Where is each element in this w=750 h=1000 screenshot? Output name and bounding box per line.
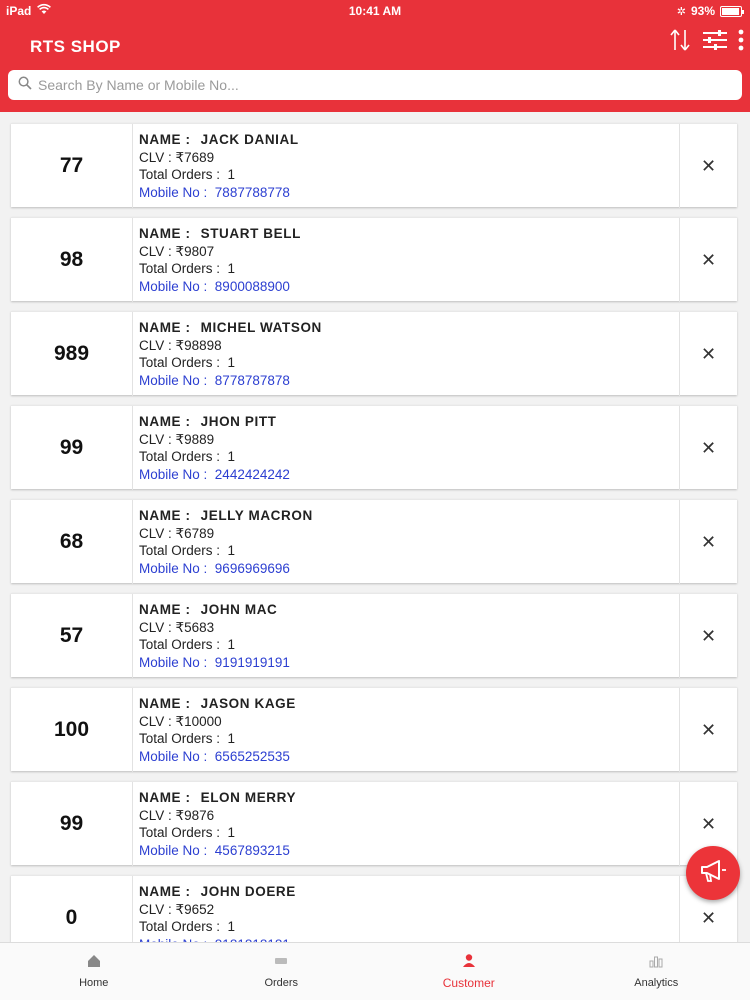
clv-label: CLV : — [139, 337, 172, 353]
mobile-label: Mobile No : — [139, 373, 208, 389]
tab-label: Home — [79, 977, 109, 989]
orders-label: Total Orders : — [139, 919, 221, 935]
close-icon: ✕ — [700, 249, 717, 270]
customer-info — [139, 507, 313, 578]
close-icon: ✕ — [700, 155, 717, 176]
customer-clv: ₹9807 — [175, 243, 215, 259]
customer-clv: ₹9652 — [175, 901, 215, 917]
close-icon: ✕ — [700, 813, 717, 834]
name-label: NAME : — [139, 884, 191, 899]
bluetooth-icon: ✲ — [676, 5, 686, 18]
customer-card[interactable] — [11, 781, 737, 865]
customer-name: JASON KAGE — [200, 696, 296, 711]
remove-customer-button[interactable] — [679, 218, 737, 302]
name-label: NAME : — [139, 508, 191, 523]
name-label: NAME : — [139, 320, 191, 335]
remove-customer-button[interactable] — [679, 312, 737, 396]
customer-mobile[interactable]: 6565252535 — [214, 749, 290, 765]
mobile-label: Mobile No : — [139, 843, 208, 859]
customer-orders: 1 — [227, 261, 236, 277]
customer-score: 100 — [11, 688, 133, 772]
mobile-label: Mobile No : — [139, 561, 208, 577]
customer-clv: ₹10000 — [175, 713, 222, 729]
name-label: NAME : — [139, 132, 191, 147]
orders-icon — [274, 954, 288, 971]
tab-label: Customer — [442, 976, 495, 990]
battery-percent: 93% — [690, 4, 715, 18]
customer-info — [139, 319, 322, 390]
name-label: NAME : — [139, 696, 191, 711]
customer-orders: 1 — [227, 355, 236, 371]
clock: 10:41 AM — [348, 4, 402, 18]
close-icon: ✕ — [700, 907, 717, 928]
customer-card[interactable] — [11, 499, 737, 583]
customer-info — [139, 413, 290, 484]
clv-label: CLV : — [139, 149, 172, 165]
customer-mobile[interactable]: 4567893215 — [214, 843, 290, 859]
customer-score: 77 — [11, 124, 133, 208]
close-icon: ✕ — [700, 719, 717, 740]
mobile-label: Mobile No : — [139, 279, 208, 295]
tab-label: Analytics — [634, 977, 679, 989]
customer-orders: 1 — [227, 449, 236, 465]
customer-info — [139, 131, 299, 202]
name-label: NAME : — [139, 790, 191, 805]
customer-clv: ₹7689 — [175, 149, 215, 165]
customer-clv: ₹9876 — [175, 807, 215, 823]
customer-orders: 1 — [227, 167, 236, 183]
search-icon — [18, 76, 32, 95]
customer-score: 98 — [11, 218, 133, 302]
customer-card[interactable] — [11, 593, 737, 677]
customer-mobile[interactable]: 8900088900 — [214, 279, 290, 295]
close-icon: ✕ — [700, 437, 717, 458]
customer-name: JACK DANIAL — [200, 132, 299, 147]
clv-label: CLV : — [139, 901, 172, 917]
app-header — [0, 0, 750, 112]
name-label: NAME : — [139, 602, 191, 617]
customer-card[interactable] — [11, 123, 737, 207]
clv-label: CLV : — [139, 619, 172, 635]
customer-mobile[interactable]: 7887788778 — [214, 185, 290, 201]
clv-label: CLV : — [139, 807, 172, 823]
close-icon: ✕ — [700, 625, 717, 646]
customer-clv: ₹9889 — [175, 431, 215, 447]
mobile-label: Mobile No : — [139, 749, 208, 765]
orders-label: Total Orders : — [139, 543, 221, 559]
megaphone-icon — [699, 858, 727, 889]
customer-card[interactable] — [11, 311, 737, 395]
clv-label: CLV : — [139, 431, 172, 447]
tab-analytics[interactable] — [563, 943, 750, 1000]
status-bar — [0, 0, 750, 22]
orders-label: Total Orders : — [139, 731, 221, 747]
tab-home[interactable] — [0, 943, 188, 1000]
customer-name: JOHN MAC — [200, 602, 278, 617]
remove-customer-button[interactable] — [679, 124, 737, 208]
announce-button[interactable] — [686, 846, 740, 900]
customer-card[interactable] — [11, 405, 737, 489]
close-icon: ✕ — [700, 343, 717, 364]
battery-level — [722, 8, 739, 15]
customer-icon — [462, 953, 476, 970]
tab-label: Orders — [264, 977, 299, 989]
sort-icon[interactable] — [668, 26, 692, 59]
app-title: RTS SHOP — [30, 37, 121, 56]
customer-name: JELLY MACRON — [200, 508, 313, 523]
search-input[interactable] — [38, 77, 718, 93]
customer-clv: ₹5683 — [175, 619, 215, 635]
customer-mobile[interactable]: 8778787878 — [214, 373, 290, 389]
customer-name: STUART BELL — [200, 226, 301, 241]
orders-label: Total Orders : — [139, 355, 221, 371]
customer-list[interactable] — [0, 112, 750, 942]
tab-customer[interactable] — [375, 943, 563, 1000]
analytics-icon — [648, 954, 664, 971]
orders-label: Total Orders : — [139, 261, 221, 277]
customer-info — [139, 601, 290, 672]
orders-label: Total Orders : — [139, 825, 221, 841]
customer-info — [139, 789, 296, 860]
customer-mobile[interactable]: 2442424242 — [214, 467, 290, 483]
customer-name: JHON PITT — [200, 414, 277, 429]
customer-score: 57 — [11, 594, 133, 678]
customer-clv: ₹98898 — [175, 337, 222, 353]
customer-score: 989 — [11, 312, 133, 396]
customer-score: 0 — [11, 876, 133, 960]
remove-customer-button[interactable] — [679, 594, 737, 678]
customer-score: 99 — [11, 782, 133, 866]
close-icon: ✕ — [700, 531, 717, 552]
customer-card[interactable] — [11, 217, 737, 301]
bottom-tab-bar — [0, 942, 750, 1000]
customer-orders: 1 — [227, 543, 236, 559]
filter-icon[interactable] — [702, 28, 728, 57]
remove-customer-button[interactable] — [679, 500, 737, 584]
device-label: iPad — [6, 4, 32, 18]
name-label: NAME : — [139, 414, 191, 429]
remove-customer-button[interactable] — [679, 688, 737, 772]
customer-name: ELON MERRY — [200, 790, 297, 805]
customer-orders: 1 — [227, 825, 236, 841]
tab-orders[interactable] — [188, 943, 376, 1000]
customer-mobile[interactable]: 9696969696 — [214, 561, 290, 577]
orders-label: Total Orders : — [139, 167, 221, 183]
orders-label: Total Orders : — [139, 449, 221, 465]
customer-orders: 1 — [227, 919, 236, 935]
customer-orders: 1 — [227, 731, 236, 747]
customer-info — [139, 225, 301, 296]
customer-name: JOHN DOERE — [200, 884, 296, 899]
more-icon[interactable] — [738, 28, 744, 57]
battery-icon — [720, 6, 742, 17]
customer-card[interactable] — [11, 687, 737, 771]
clv-label: CLV : — [139, 243, 172, 259]
mobile-label: Mobile No : — [139, 655, 208, 671]
mobile-label: Mobile No : — [139, 467, 208, 483]
customer-clv: ₹6789 — [175, 525, 215, 541]
customer-orders: 1 — [227, 637, 236, 653]
home-icon — [87, 954, 101, 971]
clv-label: CLV : — [139, 525, 172, 541]
customer-name: MICHEL WATSON — [200, 320, 322, 335]
name-label: NAME : — [139, 226, 191, 241]
clv-label: CLV : — [139, 713, 172, 729]
orders-label: Total Orders : — [139, 637, 221, 653]
customer-score: 68 — [11, 500, 133, 584]
customer-score: 99 — [11, 406, 133, 490]
mobile-label: Mobile No : — [139, 185, 208, 201]
customer-mobile[interactable]: 9191919191 — [214, 655, 290, 671]
customer-info — [139, 695, 296, 766]
remove-customer-button[interactable] — [679, 406, 737, 490]
search-bar[interactable] — [8, 70, 742, 100]
